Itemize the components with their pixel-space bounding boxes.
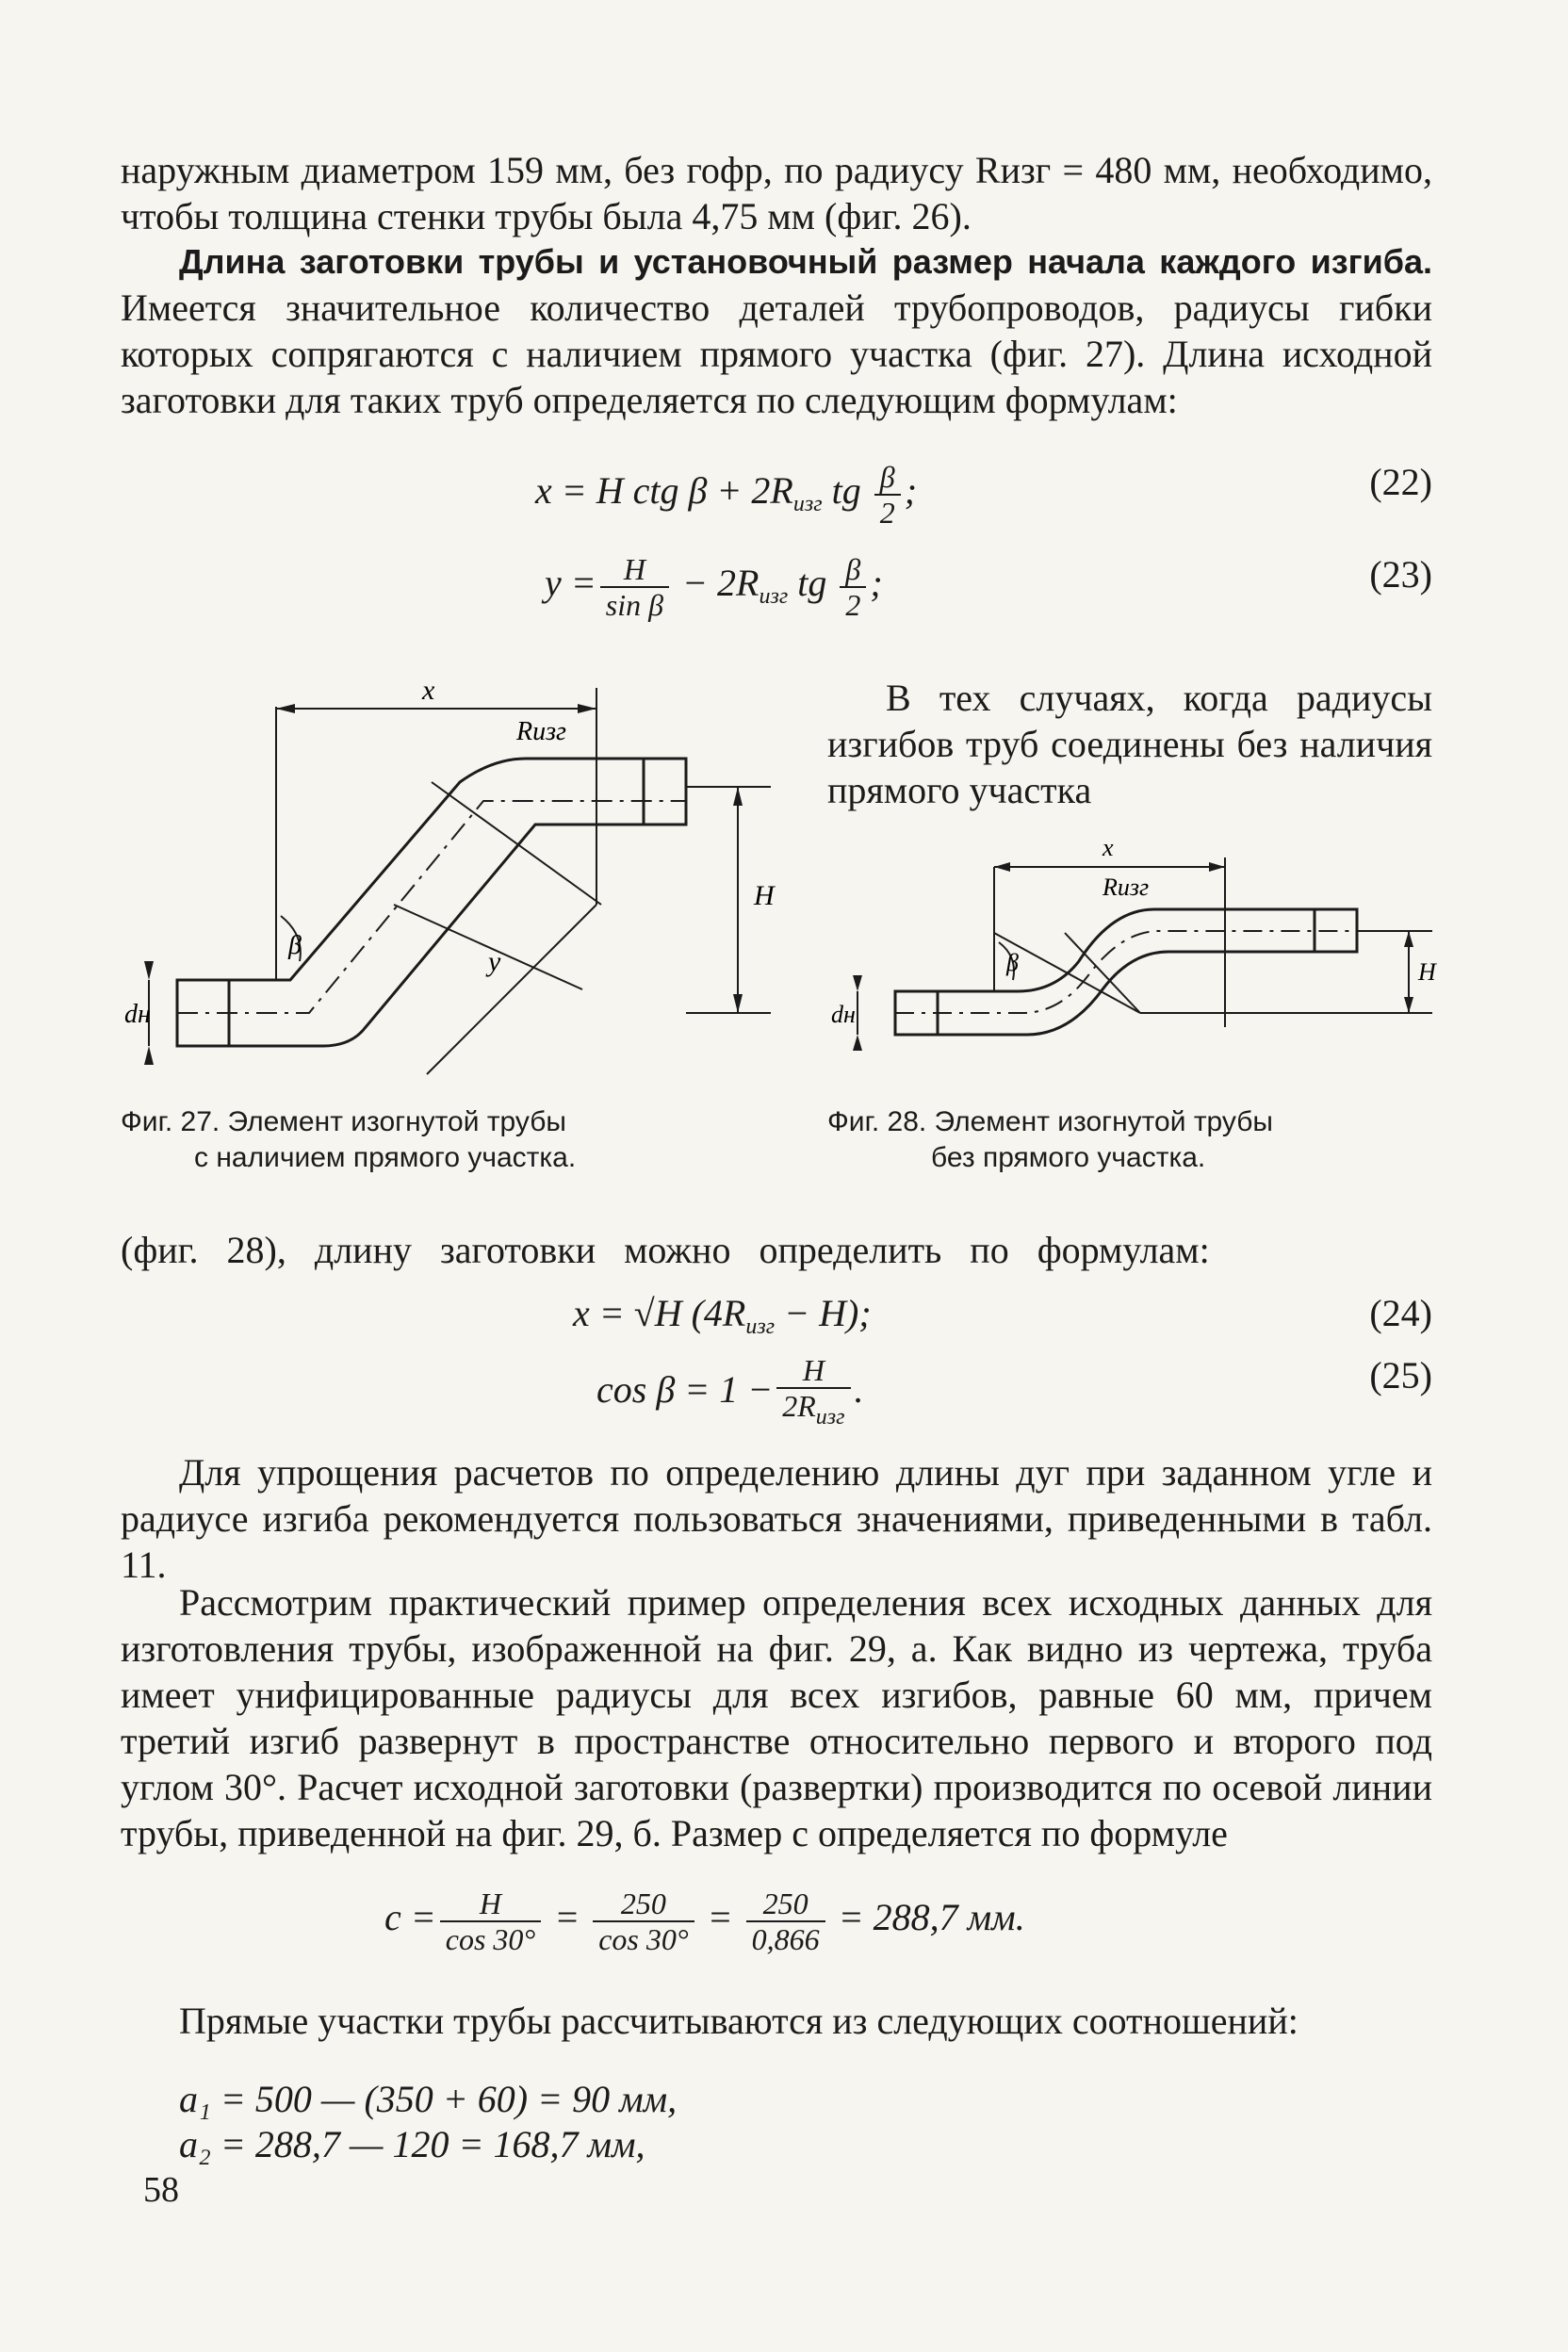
paragraph-2-body: Имеется значительное количество деталей трубопроводов, радиусы гибки которых сопрягаются с наличием прямого участка (фиг. 27). Длина исходной заготовки для таких труб определяется по следующим формулам: <box>121 286 1432 421</box>
equation-24 <box>121 1291 1432 1357</box>
eq22-sub: изг <box>792 492 823 517</box>
fig28-caption-line2: без прямого участка. <box>931 1142 1206 1173</box>
eq23-part-c: tg <box>788 562 837 605</box>
fig28-caption-line1: Фиг. 28. Элемент изогнутой трубы <box>827 1106 1273 1137</box>
fig27-label-y: y <box>488 946 501 977</box>
eq25-tail: . <box>854 1368 864 1412</box>
eq23-part-b: − 2R <box>673 562 760 605</box>
fig27-label-r: Rизг <box>516 717 566 746</box>
fig27-label-x: x <box>422 675 435 706</box>
figure-27-drawing <box>121 669 799 1102</box>
fig28-label-r: Rизг <box>1102 874 1150 901</box>
equation-a2: a₂ = 288,7 — 120 = 168,7 мм, <box>179 2123 645 2165</box>
eqc-lhs: c = <box>384 1896 436 1939</box>
paragraph-6: Рассмотрим практический пример определения всех исходных данных для изготовления трубы, изображенной на фиг. 29, а. Как видно из чертежа, труба имеет унифицированные радиусы для всех изгибов, равные 60 мм, причем третий изгиб развернут в пространстве относительно первого и второго под углом 30°. Расчет исходной заготовки (развертки) производится по осевой линии трубы, приведенной на фиг. 29, б. Размер с определяется по формуле <box>121 1581 1432 1854</box>
fig28-label-beta: β <box>1006 949 1019 976</box>
eqc-fraction-2: $\frac{250}{\cos 30^\circ}$ <box>593 1886 694 1956</box>
fig27-label-h: H <box>754 880 775 911</box>
paragraph-2 <box>121 237 1432 423</box>
eq24-sub: изг <box>745 1315 776 1339</box>
fig27-end-right <box>644 759 686 825</box>
paragraph-3: В тех случаях, когда радиусы изгибов труб соединены без наличия прямого участка <box>827 677 1432 811</box>
eq22-tail: ; <box>904 469 918 513</box>
paragraph-1: наружным диаметром 159 мм, без гофр, по радиусу Rизг = 480 мм, необходимо, чтобы толщина стенки трубы была 4,75 мм (фиг. 26). <box>121 149 1432 237</box>
fig27-label-d: dн <box>124 1000 151 1029</box>
figure-28-caption <box>827 1104 1449 1176</box>
equation-number-22: (22) <box>1369 461 1432 503</box>
eqc-fraction-3: $\frac{250}{0,866}$ <box>746 1886 825 1956</box>
eq22-fraction: $\frac{\beta}{2}$ <box>874 460 901 530</box>
fig27-label-beta: β <box>288 931 302 960</box>
eq24-tail: − H); <box>775 1292 872 1334</box>
eq23-tail: ; <box>870 562 883 605</box>
eq23-part-a: y = <box>545 562 596 605</box>
equation-a1: a₁ = 500 — (350 + 60) = 90 мм, <box>179 2078 678 2120</box>
equation-number-25: (25) <box>1369 1354 1432 1396</box>
figure-27-caption <box>121 1104 780 1176</box>
fig28-label-x: x <box>1102 834 1114 861</box>
fig28-label-h: H <box>1418 958 1436 986</box>
eqc-fraction-1: $\frac{H}{\cos 30^\circ}$ <box>440 1886 541 1956</box>
eq23-fraction-1: $\frac{H}{\text{sin β}}$ <box>600 552 669 622</box>
equation-number-24: (24) <box>1369 1292 1432 1334</box>
equation-25 <box>121 1353 1432 1429</box>
eq24-part-a: x = √H (4R <box>573 1292 746 1334</box>
eqc-result: = 288,7 мм. <box>838 1896 1025 1939</box>
equation-c: c = $\frac{H}{\cos 30^\circ}$ = $\frac{250}{\cos 30^\circ}$ = $\frac{250}{0,866}$ = 288,7 мм. <box>384 1886 1025 1956</box>
eq23-sub: изг <box>759 584 789 610</box>
eq23-fraction-2: $\frac{\beta}{2}$ <box>840 552 866 622</box>
paragraph-7: Прямые участки трубы рассчитываются из следующих соотношений: <box>179 2000 1298 2042</box>
fig27-caption-line2: с наличием прямого участка. <box>194 1142 577 1173</box>
eq22-part-a: x = H ctg β + 2R <box>535 469 793 513</box>
fig27-caption-line1: Фиг. 27. Элемент изогнутой трубы <box>121 1106 566 1137</box>
fig28-pipe-bottom <box>895 952 1357 1035</box>
section-heading: Длина заготовки трубы и установочный размер начала каждого изгиба. <box>179 242 1432 281</box>
equation-number-23: (23) <box>1369 553 1432 596</box>
equation-22 <box>121 460 1432 530</box>
eq25-part-a: cos β = 1 − <box>596 1368 774 1412</box>
figure-28-drawing <box>829 829 1442 1102</box>
fig27-pipe-bottom <box>177 825 686 1046</box>
page-number: 58 <box>143 2170 179 2210</box>
eq22-part-b: tg <box>822 469 871 513</box>
equation-23 <box>121 552 1432 622</box>
paragraph-4: (фиг. 28), длину заготовки можно определить по формулам: <box>121 1229 1210 1271</box>
fig28-label-d: dн <box>831 1001 856 1028</box>
fig28-axis <box>895 931 1357 1013</box>
paragraph-5: Для упрощения расчетов по определению длины дуг при заданном угле и радиусе изгиба рекомендуется пользоваться значениями, приведенными в табл. 11. <box>121 1451 1432 1586</box>
eq25-fraction: $\frac{H}{2R_{изг}}$ <box>776 1353 850 1434</box>
